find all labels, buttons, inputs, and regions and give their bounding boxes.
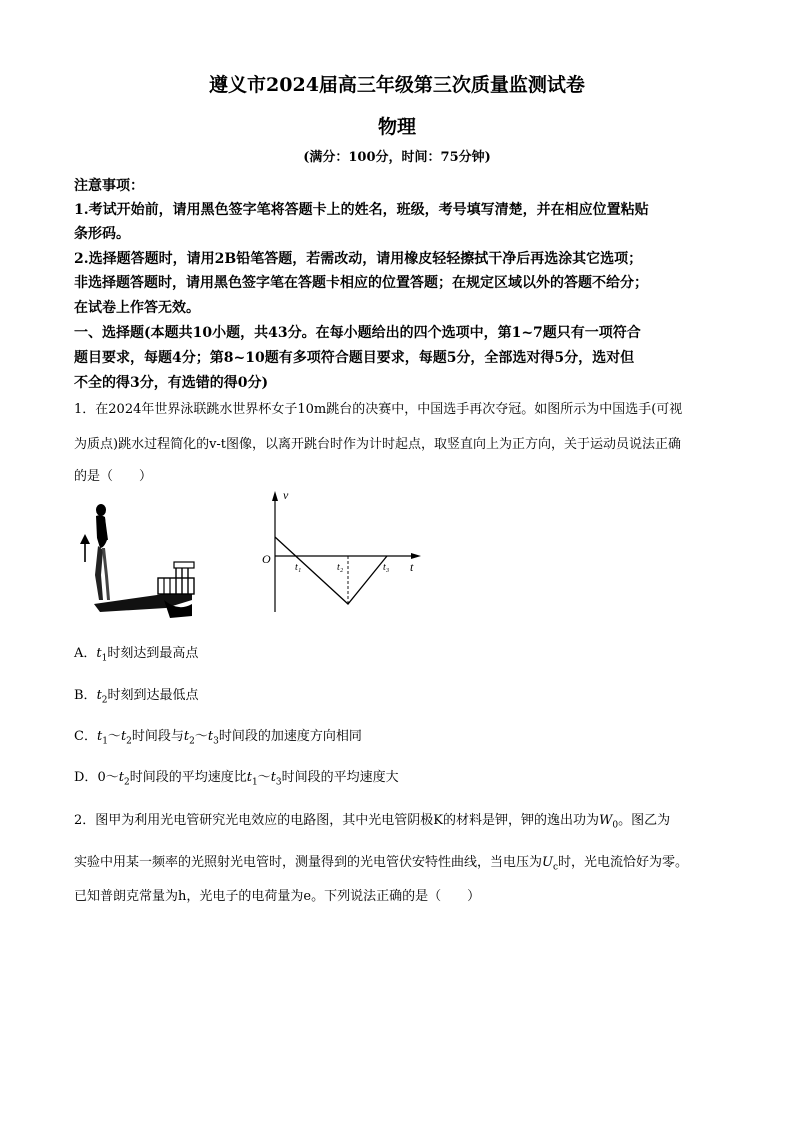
option-c[interactable] (74, 725, 362, 747)
option-b[interactable] (74, 684, 199, 706)
question-2-stem: 已知普朗克常量为h，光电子的电荷量为e。下列说法正确的是（ ） (74, 889, 481, 904)
tilde: ～ (107, 729, 121, 744)
tilde: ～ (257, 770, 271, 785)
stem-text: 2．图甲为利用光电管研究光电效应的电路图，其中光电管阴极K的材料是钾，钾的逸出功为 (74, 813, 599, 828)
option-label: A． (74, 646, 97, 661)
origin-label: O (262, 552, 271, 566)
subscript: 0 (612, 820, 619, 831)
notice-line: 2.选择题答题时，请用2B铅笔答题，若需改动，请用橡皮轻轻擦拭干净后再选涂其它选项； (74, 251, 643, 267)
notice-line: 非选择题答题时，请用黑色签字笔在答题卡相应的位置答题；在规定区域以外的答题不给分； (74, 275, 648, 291)
subscript: 2 (189, 736, 195, 747)
diver-figure (95, 504, 110, 600)
subscript: 2 (123, 777, 130, 788)
option-text: 时间段的平均速度比 (129, 770, 247, 785)
var-t: t (96, 646, 102, 661)
t1-label: t₁ (295, 562, 302, 573)
option-a[interactable] (74, 642, 198, 664)
option-text: 时间段的加速度方向相同 (218, 729, 362, 744)
v-t-line (275, 537, 387, 604)
var-t: t (120, 729, 127, 744)
v-t-graph (255, 487, 425, 617)
var-t: t (207, 729, 214, 744)
notice-line: 条形码。 (74, 226, 130, 242)
question-1-stem: 1．在2024年世界泳联跳水世界杯女子10m跳台的决赛中，中国选手再次夺冠。如图所示为中国选手(可视 (74, 402, 683, 417)
tilde: ～ (194, 729, 208, 744)
section-heading: 一、选择题(本题共10小题，共43分。在每小题给出的四个选项中，第1~7题只有一项符合 (74, 325, 641, 341)
option-text: 0～ (97, 770, 119, 785)
notice-line: 在试卷上作答无效。 (74, 300, 200, 316)
var-u: U (542, 855, 553, 870)
var-t: t (183, 729, 190, 744)
section-heading: 题目要求，每题4分；第8~10题有多项符合题目要求，每题5分，全部选对得5分，选对但 (74, 350, 635, 366)
exam-meta: (满分：100分，时间：75分钟) (303, 150, 491, 165)
question-1-stem: 为质点)跳水过程简化的v-t图像，以离开跳台时作为计时起点，取竖直向上为正方向，关于运动员说法正确 (74, 437, 682, 452)
up-arrow-icon (80, 534, 90, 562)
var-t: t (96, 729, 103, 744)
option-label: C． (74, 729, 97, 744)
stem-text: 。图乙为 (618, 813, 671, 828)
section-heading: 不全的得3分，有选错的得0分) (74, 375, 269, 391)
notice-heading: 注意事项： (74, 178, 144, 194)
subscript: 3 (275, 777, 282, 788)
diver-illustration (74, 500, 204, 625)
notice-line: 1.考试开始前，请用黑色签字笔将答题卡上的姓名，班级，考号填写清楚，并在相应位置粘贴 (74, 202, 649, 218)
var-t: t (118, 770, 124, 785)
option-label: B． (74, 688, 97, 703)
subscript: 1 (251, 777, 258, 788)
subscript: 3 (213, 736, 219, 747)
subscript: 1 (101, 653, 108, 664)
option-text: 时间段与 (131, 729, 184, 744)
subscript: 2 (126, 736, 132, 747)
exam-title: 遵义市2024届高三年级第三次质量监测试卷 (209, 74, 585, 96)
var-t: t (270, 770, 276, 785)
option-text: 时间段的平均速度大 (281, 770, 399, 785)
stem-text: 实验中用某一频率的光照射光电管时，测量得到的光电管伏安特性曲线，当电压为 (74, 855, 543, 870)
var-t: t (246, 770, 252, 785)
option-text: 时刻到达最低点 (107, 688, 199, 703)
t2-label: t₂ (337, 562, 344, 573)
v-axis (272, 491, 278, 612)
var-w: W (598, 813, 613, 828)
option-d[interactable] (74, 766, 399, 788)
var-t: t (96, 688, 102, 703)
stem-text: 时，光电流恰好为零。 (558, 855, 689, 870)
v-axis-label: v (283, 488, 289, 502)
option-label: D． (74, 770, 98, 785)
subscript: 1 (102, 736, 108, 747)
question-2-stem (74, 809, 670, 831)
subject-title: 物理 (377, 116, 416, 138)
t-axis-label: t (410, 560, 414, 574)
subscript: 2 (101, 695, 108, 706)
t3-label: t₃ (383, 562, 390, 573)
option-text: 时刻达到最高点 (107, 646, 199, 661)
question-2-stem (74, 851, 688, 873)
question-1-stem: 的是（ ） (74, 469, 153, 484)
subscript: c (552, 862, 559, 873)
